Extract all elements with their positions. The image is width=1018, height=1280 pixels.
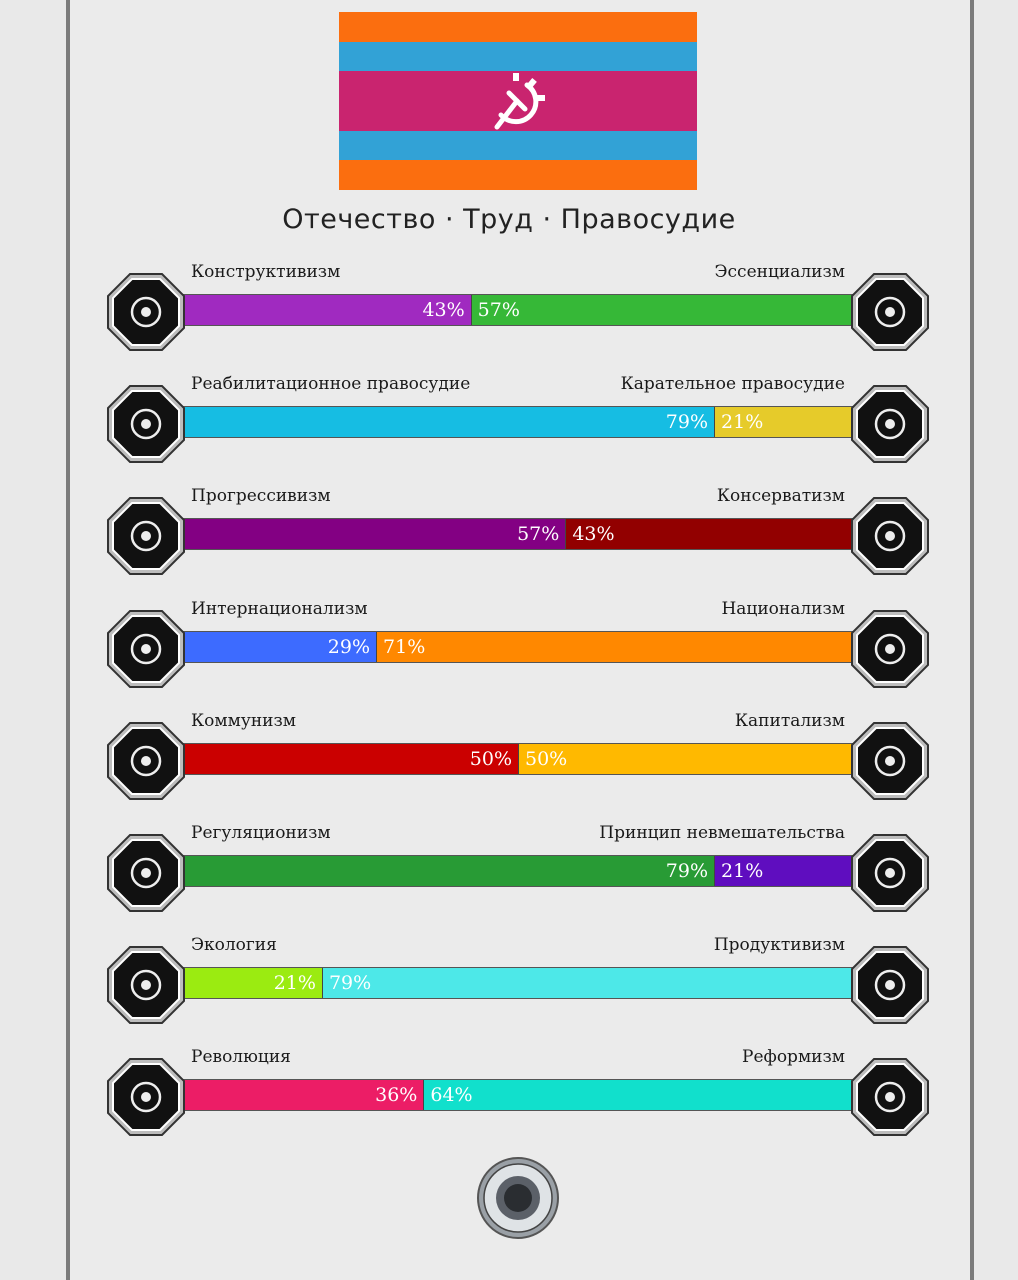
axis-bar	[180, 967, 856, 999]
left-label: Экология	[191, 935, 277, 956]
money-bag-icon	[850, 721, 930, 801]
right-segment	[714, 407, 856, 437]
building-icon	[850, 1057, 930, 1137]
left-value: 29%	[327, 635, 371, 658]
fist-icon	[106, 1057, 186, 1137]
flag-stripe-5	[339, 160, 697, 190]
rocket-icon	[106, 496, 186, 576]
flag-icon	[850, 609, 930, 689]
axis-row	[106, 931, 930, 1015]
left-segment	[180, 519, 565, 549]
right-segment	[565, 519, 856, 549]
right-value: 71%	[383, 635, 426, 658]
flag-stripe-1	[339, 12, 697, 42]
axis-row	[106, 482, 930, 566]
left-label: Коммунизм	[191, 710, 296, 731]
left-label: Прогрессивизм	[191, 486, 331, 507]
left-segment	[180, 632, 376, 662]
right-segment	[322, 968, 856, 998]
left-label: Реабилитационное правосудие	[191, 374, 471, 395]
right-label: Принцип невмешательства	[599, 823, 845, 843]
right-label: Карательное правосудие	[620, 374, 845, 395]
right-value: 79%	[328, 972, 372, 995]
left-value: 36%	[375, 1084, 418, 1107]
axis-bar	[180, 294, 856, 326]
right-segment	[376, 632, 856, 662]
right-segment	[518, 744, 856, 774]
right-value: 50%	[525, 747, 568, 770]
prison-bars-icon	[850, 384, 930, 464]
left-segment	[180, 744, 518, 774]
motto: Отечество · Труд · Правосудие	[282, 204, 736, 235]
hammer-sickle-gear-icon	[487, 71, 547, 135]
axis-row	[106, 370, 930, 454]
left-value: 50%	[469, 747, 512, 770]
right-value: 43%	[572, 523, 615, 546]
right-label: Эссенциализм	[714, 262, 845, 282]
right-value: 64%	[430, 1084, 473, 1107]
quill-pen-icon	[850, 496, 930, 576]
right-label: Капитализм	[734, 710, 845, 731]
left-value: 43%	[422, 299, 465, 321]
axis-bar	[180, 406, 856, 438]
right-segment	[714, 856, 856, 886]
axis-bar	[180, 855, 856, 887]
right-label: Консерватизм	[716, 486, 845, 507]
right-label: Национализм	[721, 598, 845, 619]
axis-row	[106, 1043, 930, 1127]
flag-stripe-4	[339, 131, 697, 160]
left-segment	[180, 968, 322, 998]
eye-icon	[106, 272, 186, 352]
left-label: Регуляционизм	[191, 823, 331, 843]
right-value: 21%	[721, 860, 764, 882]
seal-emblem-icon	[476, 1156, 560, 1240]
axis-bar	[180, 518, 856, 550]
left-value: 21%	[273, 972, 316, 995]
globe-wreath-icon	[106, 609, 186, 689]
handshake-icon	[106, 384, 186, 464]
right-value: 21%	[721, 411, 764, 434]
flag-stripe-2	[339, 42, 697, 71]
left-segment	[180, 295, 471, 325]
axis-bar	[180, 631, 856, 663]
axis-bar	[180, 743, 856, 775]
left-value: 57%	[517, 523, 560, 546]
right-segment	[423, 1080, 856, 1110]
butterfly-icon	[850, 833, 930, 913]
sprout-icon	[106, 945, 186, 1025]
left-segment	[180, 856, 714, 886]
left-label: Интернационализм	[191, 598, 368, 619]
right-label: Продуктивизм	[713, 935, 845, 956]
left-value: 79%	[665, 411, 709, 434]
axis-bar	[180, 1079, 856, 1111]
axis-row	[106, 819, 930, 903]
left-label: Революция	[191, 1047, 291, 1068]
right-segment	[471, 295, 856, 325]
left-segment	[180, 1080, 423, 1110]
flower-icon	[850, 272, 930, 352]
gears-icon	[850, 945, 930, 1025]
left-segment	[180, 407, 714, 437]
ruler-compass-icon	[106, 833, 186, 913]
left-label: Конструктивизм	[191, 262, 341, 282]
left-value: 79%	[665, 860, 709, 882]
axis-row	[106, 595, 930, 679]
right-value: 57%	[477, 299, 520, 321]
right-label: Реформизм	[742, 1047, 845, 1068]
axis-row	[106, 707, 930, 791]
axis-row	[106, 258, 930, 342]
flag	[339, 12, 697, 190]
hammer-sickle-icon	[106, 721, 186, 801]
